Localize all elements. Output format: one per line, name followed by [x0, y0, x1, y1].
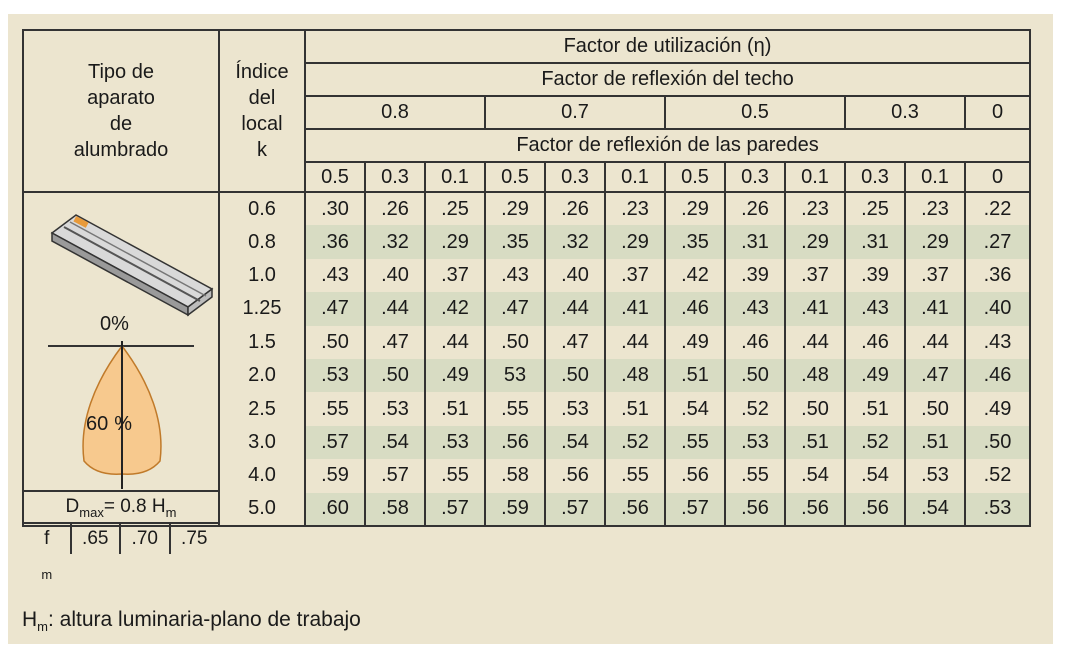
- utilization-value: .57: [425, 493, 485, 526]
- utilization-value: .52: [965, 459, 1030, 492]
- room-index: 5.0: [219, 493, 305, 526]
- utilization-value: .56: [665, 459, 725, 492]
- utilization-value: .55: [725, 459, 785, 492]
- utilization-value: 53: [485, 359, 545, 392]
- type-column-header: Tipo de aparato de alumbrado: [23, 30, 219, 192]
- utilization-value: .44: [605, 326, 665, 359]
- utilization-value: .57: [665, 493, 725, 526]
- utilization-value: .32: [365, 225, 425, 258]
- utilization-value: .50: [305, 326, 365, 359]
- utilization-value: .54: [665, 392, 725, 425]
- utilization-value: .55: [305, 392, 365, 425]
- room-index: 0.8: [219, 225, 305, 258]
- room-index: 1.5: [219, 326, 305, 359]
- utilization-header: Factor de utilización (η): [305, 30, 1030, 63]
- utilization-value: .51: [785, 426, 845, 459]
- utilization-value: .50: [365, 359, 425, 392]
- utilization-value: .56: [545, 459, 605, 492]
- utilization-value: .29: [605, 225, 665, 258]
- utilization-value: .25: [845, 192, 905, 225]
- utilization-value: .51: [905, 426, 965, 459]
- wall-value: 0.1: [905, 162, 965, 192]
- index-column-header: Índice del local k: [219, 30, 305, 192]
- utilization-value: .32: [545, 225, 605, 258]
- ceiling-value: 0: [965, 96, 1030, 129]
- utilization-value: .53: [305, 359, 365, 392]
- utilization-value: .52: [845, 426, 905, 459]
- utilization-value: .48: [785, 359, 845, 392]
- utilization-value: .56: [485, 426, 545, 459]
- utilization-value: .44: [425, 326, 485, 359]
- utilization-value: .59: [305, 459, 365, 492]
- utilization-value: .42: [425, 292, 485, 325]
- utilization-value: .39: [725, 259, 785, 292]
- utilization-value: .60: [305, 493, 365, 526]
- utilization-value: .44: [545, 292, 605, 325]
- utilization-value: .40: [545, 259, 605, 292]
- utilization-value: .55: [425, 459, 485, 492]
- utilization-value: .47: [305, 292, 365, 325]
- room-index: 4.0: [219, 459, 305, 492]
- wall-value: 0.3: [845, 162, 905, 192]
- utilization-value: .47: [545, 326, 605, 359]
- room-index: 1.0: [219, 259, 305, 292]
- ceiling-value: 0.7: [485, 96, 665, 129]
- utilization-value: .54: [845, 459, 905, 492]
- utilization-value: .26: [545, 192, 605, 225]
- room-index: 3.0: [219, 426, 305, 459]
- utilization-value: .44: [905, 326, 965, 359]
- room-index: 2.0: [219, 359, 305, 392]
- utilization-value: .57: [545, 493, 605, 526]
- ceiling-value: 0.8: [305, 96, 485, 129]
- footnote: $H_m$: altura luminaria-plano de trabajo: [22, 608, 361, 635]
- utilization-value: .44: [785, 326, 845, 359]
- maintenance-factor-row: f $_m$ .65 .70 .75: [24, 524, 218, 554]
- utilization-value: .53: [365, 392, 425, 425]
- room-index: 0.6: [219, 192, 305, 225]
- utilization-value: .50: [965, 426, 1030, 459]
- utilization-value: .50: [905, 392, 965, 425]
- utilization-value: .41: [905, 292, 965, 325]
- utilization-value: .39: [845, 259, 905, 292]
- utilization-value: .36: [305, 225, 365, 258]
- utilization-value: .51: [605, 392, 665, 425]
- utilization-value: .57: [365, 459, 425, 492]
- utilization-value: .56: [725, 493, 785, 526]
- wall-value: 0.1: [605, 162, 665, 192]
- utilization-value: .53: [725, 426, 785, 459]
- wall-value: 0.3: [365, 162, 425, 192]
- utilization-value: .37: [785, 259, 845, 292]
- utilization-value: .29: [425, 225, 485, 258]
- ceiling-value: 0.3: [845, 96, 965, 129]
- utilization-value: .54: [545, 426, 605, 459]
- utilization-value: .54: [365, 426, 425, 459]
- utilization-value: .36: [965, 259, 1030, 292]
- utilization-value: .43: [845, 292, 905, 325]
- utilization-value: .55: [665, 426, 725, 459]
- utilization-value: .53: [425, 426, 485, 459]
- utilization-value: .26: [725, 192, 785, 225]
- utilization-value: .41: [605, 292, 665, 325]
- utilization-value: .23: [785, 192, 845, 225]
- utilization-value: .22: [965, 192, 1030, 225]
- utilization-value: .23: [605, 192, 665, 225]
- utilization-value: .54: [785, 459, 845, 492]
- utilization-value: .43: [725, 292, 785, 325]
- utilization-value: .37: [905, 259, 965, 292]
- utilization-value: .47: [365, 326, 425, 359]
- utilization-value: .42: [665, 259, 725, 292]
- wall-value: 0: [965, 162, 1030, 192]
- utilization-value: .50: [785, 392, 845, 425]
- utilization-value: .29: [785, 225, 845, 258]
- utilization-value: .47: [905, 359, 965, 392]
- utilization-value: .58: [365, 493, 425, 526]
- utilization-value: .56: [785, 493, 845, 526]
- downward-percent: 60 %: [86, 413, 133, 435]
- utilization-value: .31: [845, 225, 905, 258]
- ceiling-value: 0.5: [665, 96, 845, 129]
- utilization-value: .51: [665, 359, 725, 392]
- utilization-value: .52: [605, 426, 665, 459]
- room-index: 1.25: [219, 292, 305, 325]
- luminaire-diagram: [24, 193, 220, 490]
- utilization-value: .29: [905, 225, 965, 258]
- utilization-value: .29: [665, 192, 725, 225]
- upward-percent: 0%: [100, 313, 129, 335]
- utilization-value: .29: [485, 192, 545, 225]
- utilization-value: .56: [605, 493, 665, 526]
- utilization-value: .43: [485, 259, 545, 292]
- wall-value: 0.5: [485, 162, 545, 192]
- utilization-value: .40: [365, 259, 425, 292]
- wall-reflection-header: Factor de reflexión de las paredes: [305, 129, 1030, 162]
- utilization-value: .30: [305, 192, 365, 225]
- utilization-value: .49: [425, 359, 485, 392]
- utilization-value: .49: [665, 326, 725, 359]
- utilization-value: .40: [965, 292, 1030, 325]
- utilization-value: .49: [965, 392, 1030, 425]
- room-index: 2.5: [219, 392, 305, 425]
- utilization-value: .43: [965, 326, 1030, 359]
- utilization-value: .46: [965, 359, 1030, 392]
- utilization-value: .23: [905, 192, 965, 225]
- utilization-value: .59: [485, 493, 545, 526]
- utilization-value: .35: [665, 225, 725, 258]
- utilization-value: .43: [305, 259, 365, 292]
- wall-value: 0.5: [305, 162, 365, 192]
- utilization-value: .37: [425, 259, 485, 292]
- utilization-value: .31: [725, 225, 785, 258]
- utilization-value: .53: [965, 493, 1030, 526]
- luminaire-cell: [23, 192, 219, 582]
- utilization-value: .54: [905, 493, 965, 526]
- utilization-value: .51: [425, 392, 485, 425]
- utilization-value: .46: [725, 326, 785, 359]
- utilization-value: .50: [545, 359, 605, 392]
- ceiling-reflection-header: Factor de reflexión del techo: [305, 63, 1030, 96]
- utilization-table: [22, 29, 1031, 582]
- utilization-value: .57: [305, 426, 365, 459]
- utilization-value: .55: [605, 459, 665, 492]
- utilization-value: .53: [545, 392, 605, 425]
- table-row: [23, 192, 1030, 225]
- wall-value: 0.3: [545, 162, 605, 192]
- utilization-value: .35: [485, 225, 545, 258]
- utilization-value: .56: [845, 493, 905, 526]
- utilization-value: .48: [605, 359, 665, 392]
- max-spacing-label: $D_{max}= 0.8$ $H_m$: [24, 490, 218, 524]
- wall-value: 0.5: [665, 162, 725, 192]
- utilization-value: .26: [365, 192, 425, 225]
- utilization-value: .27: [965, 225, 1030, 258]
- wall-value: 0.3: [725, 162, 785, 192]
- utilization-value: .41: [785, 292, 845, 325]
- utilization-value: .44: [365, 292, 425, 325]
- utilization-value: .50: [485, 326, 545, 359]
- utilization-value: .25: [425, 192, 485, 225]
- utilization-value: .50: [725, 359, 785, 392]
- utilization-value: .52: [725, 392, 785, 425]
- utilization-value: .55: [485, 392, 545, 425]
- utilization-value: .46: [845, 326, 905, 359]
- utilization-value: .49: [845, 359, 905, 392]
- utilization-value: .51: [845, 392, 905, 425]
- wall-value: 0.1: [425, 162, 485, 192]
- ceiling-luminaire-icon: [52, 215, 212, 315]
- utilization-value: .37: [605, 259, 665, 292]
- utilization-value: .47: [485, 292, 545, 325]
- utilization-value: .46: [665, 292, 725, 325]
- utilization-value: .58: [485, 459, 545, 492]
- wall-value: 0.1: [785, 162, 845, 192]
- utilization-value: .53: [905, 459, 965, 492]
